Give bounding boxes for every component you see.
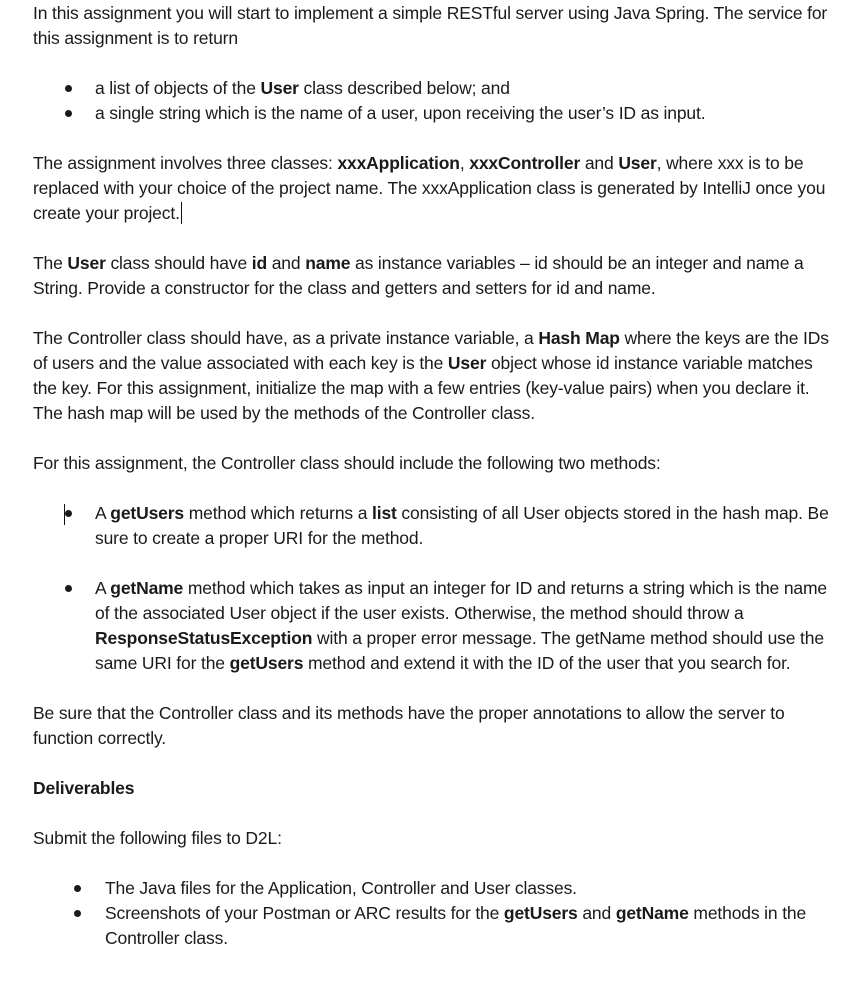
list-item: A getName method which takes as input an integer for ID and returns a string which is the name of the associated User object if the user exists. Otherwise, the method should throw a ResponseStatusException with a proper error message. The getName method should use the same URI for the getUsers method and extend it with the ID of the user that you search for.: [33, 576, 833, 676]
intro-paragraph: In this assignment you will start to implement a simple RESTful server using Java Spring. The service for this assignment is to return: [33, 3, 828, 48]
bullet-icon: [65, 85, 72, 92]
methods-intro-paragraph: For this assignment, the Controller class should include the following two methods:: [33, 453, 661, 473]
list-item: A getUsers method which returns a list consisting of all User objects stored in the hash map. Be sure to create a proper URI for the method.: [33, 501, 833, 551]
bullet-icon: [65, 510, 72, 517]
text-cursor: [181, 202, 182, 224]
list-item: a list of objects of the User class described below; and: [33, 76, 833, 101]
document-body[interactable]: [33, 1, 833, 951]
list-item: The Java files for the Application, Controller and User classes.: [33, 876, 833, 901]
deliverables-heading: Deliverables: [33, 778, 135, 798]
service-list: [33, 76, 833, 126]
list-item: a single string which is the name of a user, upon receiving the user’s ID as input.: [33, 101, 833, 126]
methods-list: [33, 501, 833, 676]
list-item: Screenshots of your Postman or ARC results for the getUsers and getName methods in the Controller class.: [33, 901, 833, 951]
bullet-icon: [74, 910, 81, 917]
submit-paragraph: Submit the following files to D2L:: [33, 828, 282, 848]
bullet-icon: [65, 585, 72, 592]
classes-paragraph: The assignment involves three classes: xxxApplication, xxxController and User, where xxx is to be replaced with your choice of the project name. The xxxApplication class is generated by IntelliJ once you create your project.: [33, 153, 826, 223]
bullet-icon: [74, 885, 81, 892]
annotations-paragraph: Be sure that the Controller class and its methods have the proper annotations to allow the server to function correctly.: [33, 703, 785, 748]
bullet-icon: [65, 110, 72, 117]
controller-paragraph: The Controller class should have, as a private instance variable, a Hash Map where the keys are the IDs of users and the value associated with each key is the User object whose id instance variable matches the key. For this assignment, initialize the map with a few entries (key-value pairs) when you declare it. The hash map will be used by the methods of the Controller class.: [33, 328, 829, 423]
deliverables-list: [33, 876, 833, 951]
user-class-paragraph: The User class should have id and name as instance variables – id should be an integer and name a String. Provide a constructor for the class and getters and setters for id and name.: [33, 253, 804, 298]
